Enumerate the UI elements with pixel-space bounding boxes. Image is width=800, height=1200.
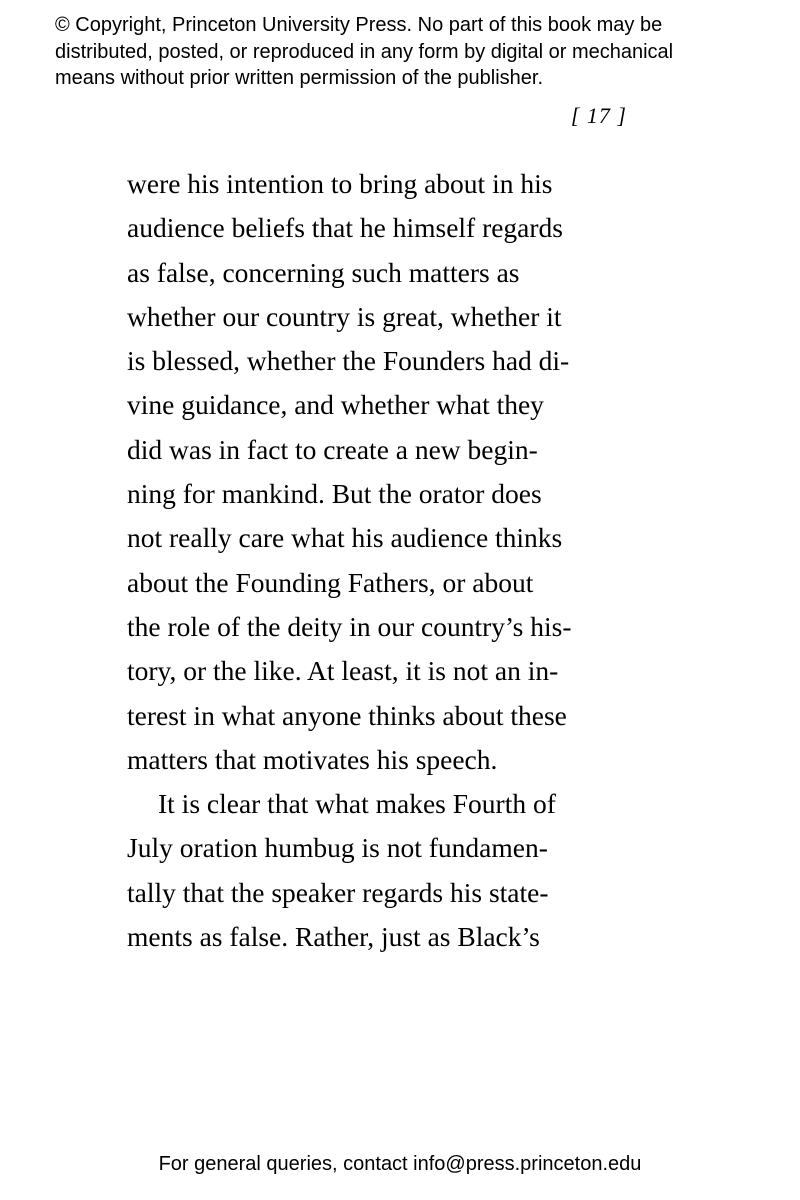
page-number: [ 17 ]: [570, 103, 627, 128]
body-line: did was in fact to create a new begin-: [127, 433, 538, 465]
copyright-line: means without prior written permission of the publisher.: [55, 67, 544, 89]
body-line: the role of the deity in our country’s his-: [127, 610, 572, 642]
body-line: about the Founding Fathers, or about: [127, 566, 534, 598]
copyright-line: © Copyright, Princeton University Press. No part of this book may be: [55, 14, 663, 36]
body-line: terest in what anyone thinks about these: [127, 699, 567, 731]
body-line: whether our country is great, whether it: [127, 300, 562, 332]
body-line: audience beliefs that he himself regards: [127, 212, 563, 244]
body-line: not really care what his audience thinks: [127, 522, 563, 554]
copyright-line: distributed, posted, or reproduced in any form by digital or mechanical: [55, 40, 674, 63]
body-line: vine guidance, and whether what they: [127, 389, 544, 421]
body-line: as false, concerning such matters as: [127, 256, 520, 288]
body-text: [127, 162, 647, 959]
body-line: tally that the speaker regards his state-: [127, 876, 549, 908]
body-line: ning for mankind. But the orator does: [127, 478, 542, 510]
footer-contact: For general queries, contact info@press.princeton.edu: [158, 1153, 642, 1175]
copyright-notice: [55, 12, 775, 92]
body-line: tory, or the like. At least, it is not an in-: [127, 655, 559, 687]
body-line: were his intention to bring about in his: [127, 168, 553, 199]
body-line: July oration humbug is not fundamen-: [127, 832, 548, 864]
body-line: is blessed, whether the Founders had di-: [127, 345, 570, 377]
paragraph-start-line: It is clear that what makes Fourth of: [158, 788, 556, 820]
body-line: ments as false. Rather, just as Black’s: [127, 921, 540, 953]
body-line: matters that motivates his speech.: [127, 743, 498, 775]
